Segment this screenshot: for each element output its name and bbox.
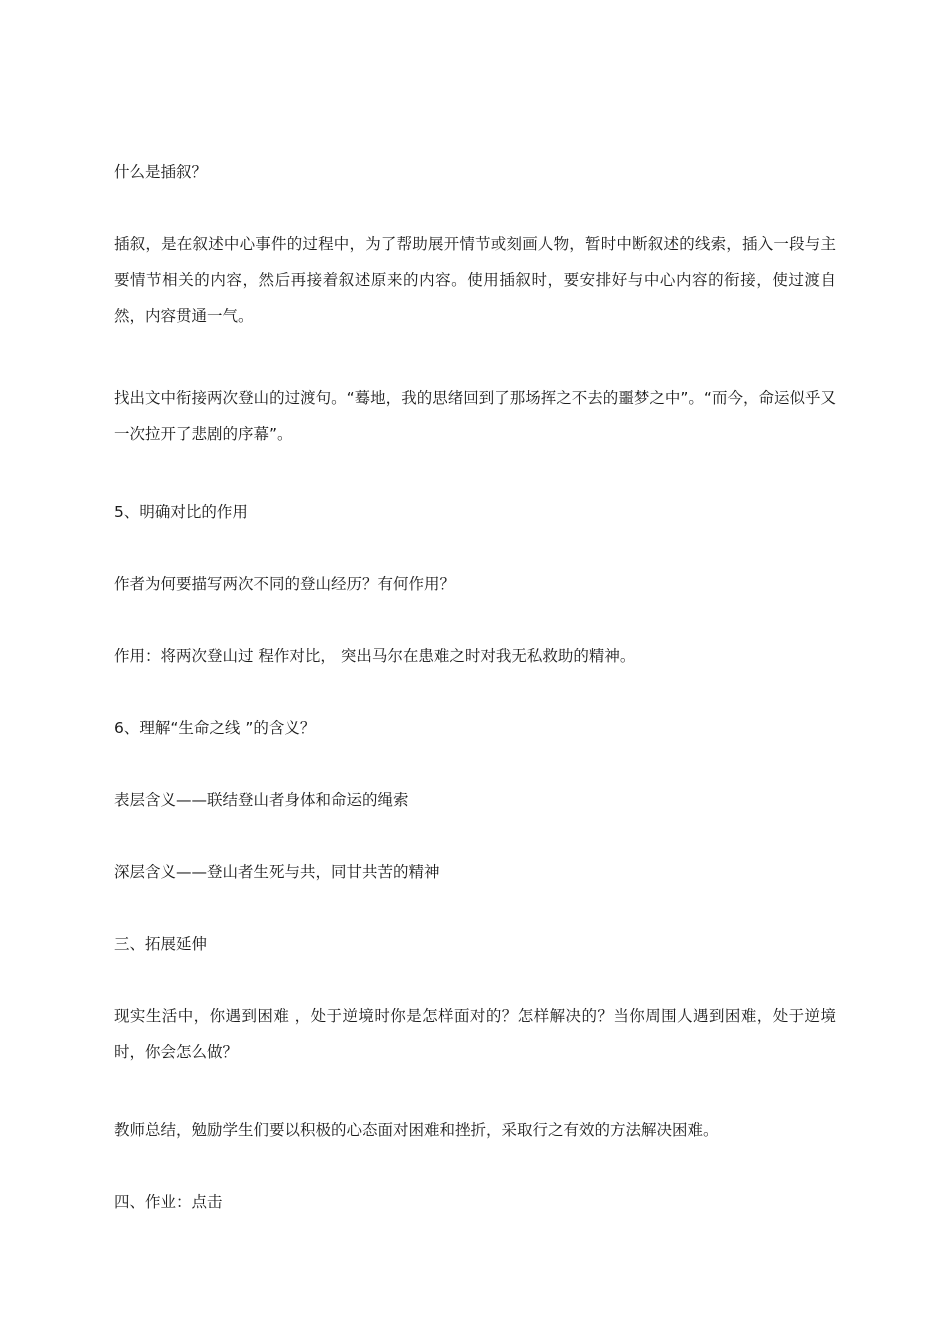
section-5-heading: 5、明确对比的作用 bbox=[114, 503, 248, 521]
section-3-heading: 三、拓展延伸 bbox=[114, 935, 208, 953]
question-what-is-flashback: 什么是插叙？ bbox=[114, 163, 208, 181]
teacher-summary: 教师总结，勉励学生们要以积极的心态面对困难和挫折，采取行之有效的方法解决困难。 bbox=[114, 1121, 719, 1139]
surface-meaning: 表层含义——联结登山者身体和命运的绳索 bbox=[114, 791, 409, 809]
extension-question: 现实生活中，你遇到困难 ，处于逆境时你是怎样面对的？怎样解决的？当你周围人遇到困难，处于逆境时，你会怎么做？ bbox=[114, 1007, 836, 1061]
contrast-question: 作者为何要描写两次不同的登山经历？有何作用？ bbox=[114, 575, 456, 593]
transition-sentences: 找出文中衔接两次登山的过渡句。“蓦地，我的思绪回到了那场挥之不去的噩梦之中”。“而今，命运似乎又一次拉开了悲剧的序幕”。 bbox=[114, 389, 836, 443]
deep-meaning: 深层含义——登山者生死与共，同甘共苦的精神 bbox=[114, 863, 440, 881]
homework-heading: 四、作业：点击 bbox=[114, 1193, 223, 1211]
contrast-answer: 作用：将两次登山过 程作对比， 突出马尔在患难之时对我无私救助的精神。 bbox=[114, 647, 636, 665]
section-6-heading: 6、理解“生命之线 ”的含义？ bbox=[114, 719, 316, 737]
flashback-definition: 插叙，是在叙述中心事件的过程中，为了帮助展开情节或刻画人物，暂时中断叙述的线索，插入一段与主要情节相关的内容，然后再接着叙述原来的内容。使用插叙时，要安排好与中心内容的衔接，使过渡自然，内容贯通一气。 bbox=[114, 235, 836, 325]
